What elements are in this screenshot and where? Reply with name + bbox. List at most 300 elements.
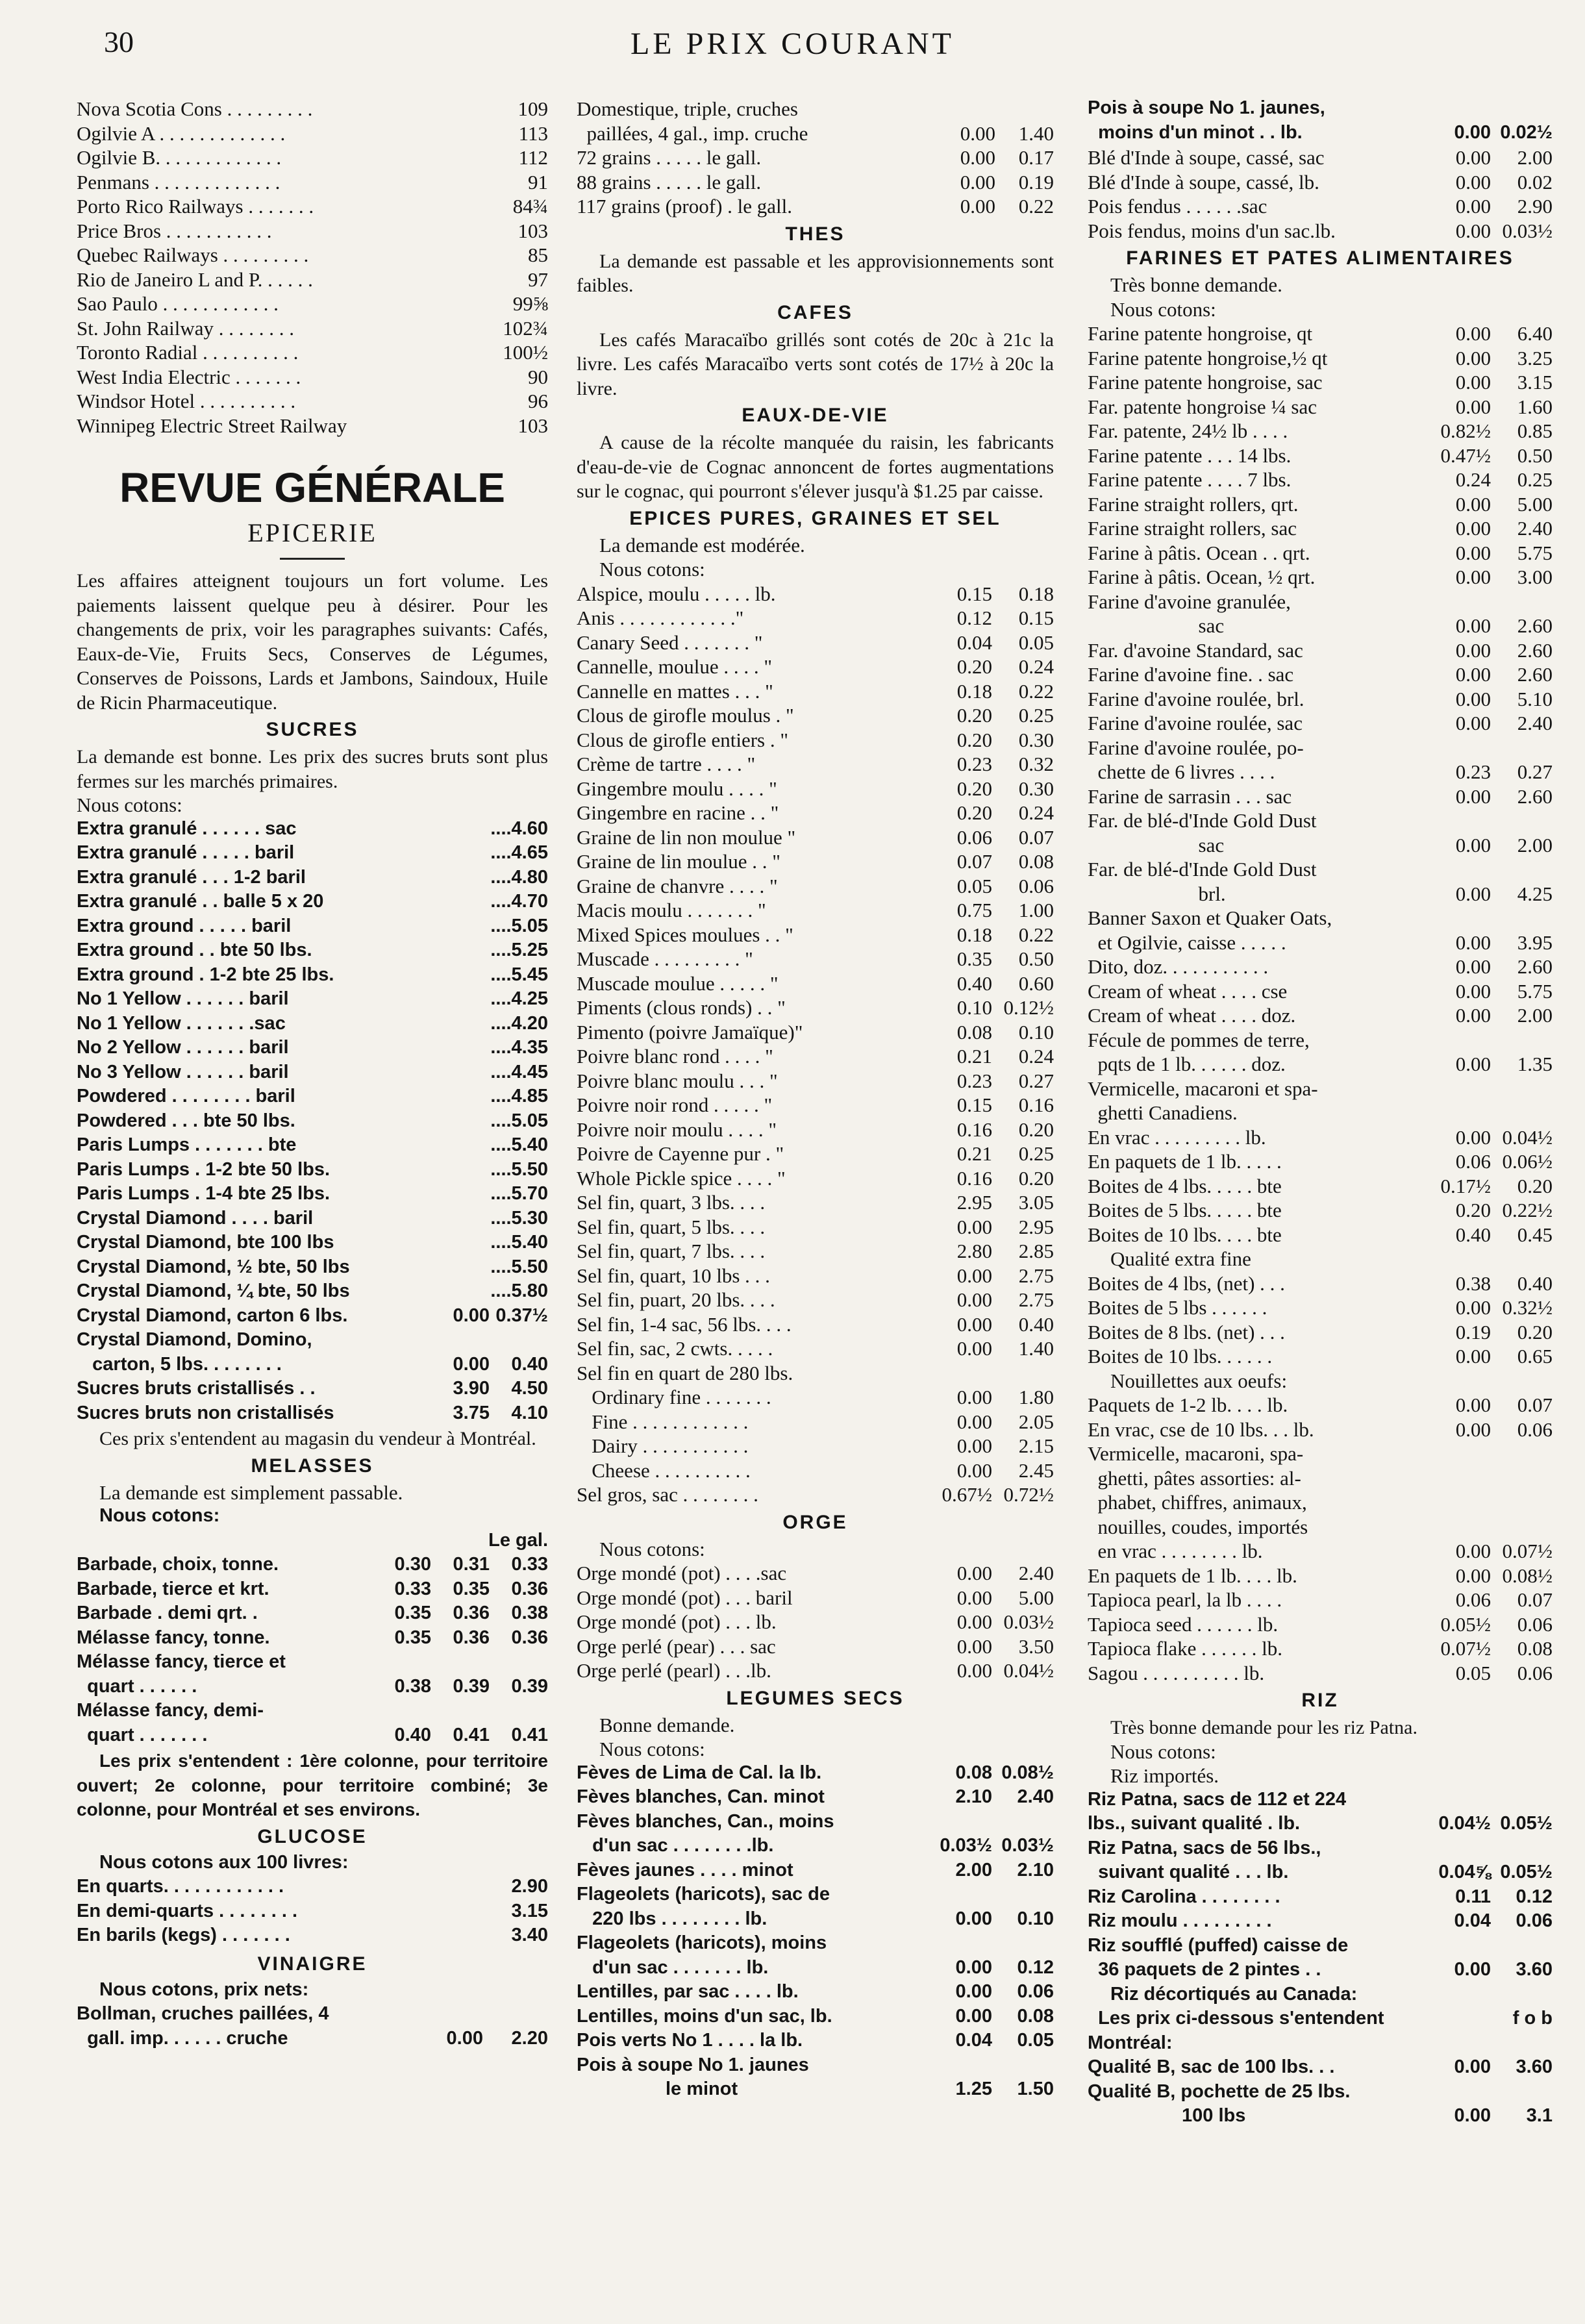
price-value: 0.03½ [940,1835,992,1856]
price-row [577,1093,1054,1118]
price-value: 0.18 [956,679,992,703]
price-row [1088,195,1553,219]
price-row [77,2003,548,2028]
price-row [1088,97,1553,122]
price-row [577,122,1054,147]
price-value: 0.20 [956,728,992,751]
price-row [577,826,1054,851]
price-row [1088,1418,1553,1443]
price-value: 0.06 [1516,1910,1553,1931]
item-description: En paquets de 1 lb. . . . lb. [1088,1564,1297,1587]
price-value: 0.23 [1455,760,1491,783]
price-value: 0.21 [956,1142,992,1165]
price-value: 1.00 [1018,899,1054,921]
price-value: 2.95 [956,1191,992,1214]
price-value: 0.00 [956,1337,992,1360]
price-row [577,1434,1054,1459]
price-row [577,631,1054,656]
item-description: 100 lbs [1088,2105,1246,2126]
price-value: 0.07 [1018,825,1054,849]
price-row [77,1232,548,1256]
price-value: ....5.70 [490,1183,548,1204]
price-row [77,1256,548,1281]
price-value: 0.00 [1455,931,1491,954]
price-value: 2.60 [1517,614,1553,637]
item-description: Paris Lumps . 1-4 bte 25 lbs. [77,1183,331,1204]
price-row [77,414,548,439]
price-value: 0.00 [446,2027,483,2049]
price-row [1088,322,1553,347]
item-description: Sel fin, sac, 2 cwts. . . . . [577,1337,773,1360]
price-row [77,1603,548,1627]
price-value: 3.15 [511,1900,548,1921]
price-value: 0.00 [1455,1393,1491,1416]
price-row [1088,1540,1553,1564]
price-value: 0.06½ [1502,1150,1553,1173]
item-description: Graine de lin non moulue " [577,825,796,849]
price-row [577,1981,1054,2006]
price-value: 0.10 [1017,1908,1054,1929]
price-value: 2.60 [1517,663,1553,686]
price-row [77,97,548,122]
price-value: 0.05 [1018,631,1054,654]
item-description: gall. imp. . . . . . cruche [77,2027,288,2049]
item-description: En demi-quarts . . . . . . . . [77,1900,297,1921]
price-value: 2.00 [1517,1004,1553,1027]
item-description: Fèves de Lima de Cal. la lb. [577,1762,822,1783]
item-description: chette de 6 livres . . . . [1088,760,1275,783]
price-value: 0.75 [956,899,992,921]
price-value: 2.10 [955,1786,992,1807]
price-value: 113 [518,121,548,145]
price-value: 0.00 [1455,1125,1491,1149]
item-description: Pois fendus . . . . . .sac [1088,195,1267,218]
column-right [1088,97,1553,2130]
item-description: Macis moulu . . . . . . . " [577,899,766,921]
item-description: Lentilles, par sac . . . . lb. [577,1981,799,2002]
price-value: 0.24 [1018,655,1054,678]
item-description: Crystal Diamond, carton 6 lbs. [77,1305,348,1326]
text-line: Nous cotons: [77,793,182,816]
price-row [1088,590,1553,615]
item-description: Gingembre en racine . . " [577,801,779,824]
item-description: Orge mondé (pot) . . . .sac [577,1562,787,1584]
price-value: 0.17½ [1440,1174,1491,1197]
text-line: Qualité extra fine [1110,1247,1251,1270]
item-description: En vrac, cse de 10 lbs. . . lb. [1088,1418,1314,1441]
price-row [77,1627,548,1652]
item-description: Cannelle en mattes . . . " [577,679,773,703]
item-description: Flageolets (haricots), moins [577,1932,827,1953]
price-value: 0.67½ [942,1483,992,1506]
price-value: 0.00 [1455,219,1491,242]
price-value: 0.00 [1455,784,1491,808]
price-row [577,1835,1054,1860]
price-value: 5.10 [1517,687,1553,710]
item-description: 220 lbs . . . . . . . . lb. [577,1908,768,1929]
item-description: Barbade, choix, tonne. [77,1554,279,1575]
item-description: Boites de 4 lbs, (net) . . . [1088,1271,1285,1295]
item-description: Domestique, triple, cruches [577,97,798,120]
price-row [1088,1886,1553,1911]
item-description: Crystal Diamond . . . . baril [77,1207,314,1229]
price-value: 0.50 [1018,947,1054,970]
price-value: 0.00 [956,1562,992,1584]
item-description: No 1 Yellow . . . . . . baril [77,988,289,1009]
item-description: Riz Patna, sacs de 112 et 224 [1088,1788,1347,1810]
price-value: 0.40 [1455,1223,1491,1246]
price-row [77,891,548,916]
price-row [1088,1910,1553,1935]
price-row [577,729,1054,753]
price-row [577,1045,1054,1069]
price-value: 0.00 [956,1634,992,1658]
item-description: Fécule de pommes de terre, [1088,1028,1310,1051]
price-row [577,1586,1054,1611]
price-row [1088,493,1553,518]
price-value: 0.07 [1517,1393,1553,1416]
price-row [577,1069,1054,1094]
item-description: Far. patente, 24½ lb . . . . [1088,419,1288,442]
price-value: 0.36 [453,1627,490,1648]
price-value: 0.00 [956,1312,992,1336]
price-value: 0.02 [1517,170,1553,194]
price-value: 0.38 [511,1603,548,1623]
price-row [1088,1101,1553,1126]
price-row [577,1786,1054,1811]
price-row [577,875,1054,899]
item-description: Graine de lin moulue . . " [577,850,780,873]
price-value: 0.00 [1455,541,1491,564]
price-value: 0.37½ [495,1305,548,1326]
price-row [1088,419,1553,444]
item-description: Fine . . . . . . . . . . . . [577,1410,749,1433]
item-description: Cream of wheat . . . . doz. [1088,1004,1296,1027]
price-value: 0.23 [956,1069,992,1092]
item-description: Orge mondé (pot) . . . baril [577,1586,793,1609]
item-description: Farine à pâtis. Ocean, ½ qrt. [1088,566,1316,588]
price-row [1088,171,1553,195]
price-value: 0.06 [1018,874,1054,897]
price-value: 0.15 [1018,606,1054,629]
price-value: 0.35 [394,1627,431,1648]
item-description: Mélasse fancy, tierce et [77,1651,286,1672]
price-value: 0.00 [1455,882,1491,905]
price-row [1088,1223,1553,1248]
price-row [77,244,548,268]
price-row [77,2028,548,2053]
price-value: 0.11 [1455,1886,1491,1907]
price-value: 0.12 [956,606,992,629]
price-row [577,1410,1054,1435]
price-row [577,582,1054,607]
price-value: 3.15 [1517,371,1553,394]
price-row [577,1362,1054,1386]
price-value: 0.33 [394,1578,431,1599]
price-value: ....5.50 [490,1158,548,1180]
price-value: 0.36 [511,1578,548,1599]
price-row [577,923,1054,948]
item-description: No 1 Yellow . . . . . . .sac [77,1012,286,1034]
price-value: 112 [518,146,548,169]
page-header [0,19,1585,71]
page-title: LE PRIX COURANT [630,27,955,61]
price-value: 0.22½ [1502,1199,1553,1221]
item-description: Sel fin, quart, 7 lbs. . . . [577,1240,766,1262]
item-description: Farine straight rollers, sac [1088,517,1297,540]
price-value: 0.06 [1017,1981,1054,2002]
price-value: 0.20 [1455,1199,1491,1221]
item-description: Fèves blanches, Can., moins [577,1810,834,1832]
price-row [1088,1862,1553,1886]
price-row [577,1167,1054,1192]
price-row [1088,1004,1553,1029]
item-description: Mélasse fancy, tonne. [77,1627,270,1648]
section-heading: EPICES PURES, GRAINES ET SEL [629,507,1001,529]
price-value: 0.00 [1455,566,1491,588]
price-row [77,390,548,414]
item-description: Banner Saxon et Quaker Oats, [1088,906,1332,929]
price-row [77,1110,548,1135]
price-value: 0.15 [956,582,992,605]
price-row [577,1908,1054,1933]
item-description: Cream of wheat . . . . cse [1088,979,1288,1003]
price-value: 0.12½ [1003,996,1054,1019]
price-value: 0.00 [955,1981,992,2002]
price-value: 0.07 [956,850,992,873]
price-value: 0.00 [1454,121,1491,143]
price-row [1088,736,1553,761]
item-description: Paquets de 1-2 lb. . . . lb. [1088,1393,1288,1416]
price-value: 0.38 [394,1675,431,1697]
price-value: 0.00 [453,1305,490,1326]
text-line: Montréal: [1088,2032,1173,2053]
item-description: Cannelle, moulue . . . . " [577,655,773,678]
price-row [1088,980,1553,1005]
price-row [77,1925,548,1949]
item-description: Graine de chanvre . . . . " [577,874,778,897]
price-row [1088,1126,1553,1151]
price-row [1088,1053,1553,1077]
text-line: Nous cotons: [599,558,705,581]
section-heading: GLUCOSE [257,1825,368,1847]
price-value: 0.17 [1018,146,1054,169]
price-value: 0.04⅝ [1438,1862,1491,1882]
price-value: 0.07½ [1440,1637,1491,1660]
price-value: 0.45 [1517,1223,1553,1246]
item-description: Fèves jaunes . . . . minot [577,1859,793,1880]
price-value: 2.40 [1517,517,1553,540]
price-value: 2.40 [1018,1562,1054,1584]
price-row [77,317,548,342]
item-description: Gingembre moulu . . . . " [577,777,777,800]
price-row [77,292,548,317]
item-description: Tapioca flake . . . . . . lb. [1088,1637,1282,1660]
item-description: Blé d'Inde à soupe, cassé, sac [1088,146,1325,169]
item-description: Farine d'avoine granulée, [1088,590,1291,613]
price-value: 2.00 [955,1859,992,1880]
price-value: 0.50 [1517,444,1553,467]
price-row [77,1354,548,1379]
price-value: 0.24 [1018,1045,1054,1068]
item-description: Sel fin, 1-4 sac, 56 lbs. . . . [577,1312,792,1336]
item-description: Orge perlé (pearl) . . .lb. [577,1659,771,1682]
item-description: Sucres bruts cristallisés . . [77,1378,316,1399]
price-row [1088,1588,1553,1613]
section-title: REVUE GÉNÉRALE [119,464,505,511]
item-description: Alspice, moulu . . . . . lb. [577,582,776,605]
item-description: quart . . . . . . [77,1675,197,1697]
price-value: 0.04 [956,631,992,654]
item-description: Sel fin, puart, 20 lbs. . . . [577,1288,775,1311]
item-description: Muscade moulue . . . . . " [577,971,779,995]
price-value: 0.16 [956,1166,992,1190]
price-row [1088,785,1553,810]
price-row [1088,663,1553,688]
item-description: Nova Scotia Cons . . . . . . . . . [77,97,313,120]
price-value: ....4.45 [490,1061,548,1082]
price-value: 100½ [503,341,548,364]
item-description: Poivre noir moulu . . . . " [577,1118,777,1141]
price-value: 3.90 [453,1378,490,1399]
price-row [577,899,1054,923]
price-value: 5.75 [1517,979,1553,1003]
item-description: Far. de blé-d'Inde Gold Dust [1088,858,1317,881]
price-row [1088,1296,1553,1321]
section-heading: ORGE [782,1511,848,1533]
price-value: 0.35 [956,947,992,970]
price-row [1088,931,1553,956]
item-description: Crystal Diamond, Domino, [77,1329,312,1350]
price-row [1088,1662,1553,1686]
item-description: Penmans . . . . . . . . . . . . . [77,170,281,194]
price-row [577,1811,1054,1836]
item-description: Sel gros, sac . . . . . . . . [577,1483,758,1506]
price-row [577,1932,1054,1957]
price-value: 0.00 [955,1908,992,1929]
price-row [77,1062,548,1086]
price-value: 0.00 [1455,1540,1491,1562]
price-row [577,1483,1054,1508]
section-heading: FARINES ET PATES ALIMENTAIRES [1126,247,1514,269]
price-value: 0.00 [956,1659,992,1682]
price-value: 5.00 [1018,1586,1054,1609]
item-description: Crème de tartre . . . . " [577,753,756,775]
price-row [77,1651,548,1676]
price-row [577,1562,1054,1586]
price-value: 0.60 [1018,971,1054,995]
text-line: Très bonne demande. [1110,273,1282,296]
item-description: En paquets de 1 lb. . . . . [1088,1150,1282,1173]
price-row [577,996,1054,1021]
price-value: 0.18 [1018,582,1054,605]
price-row [1088,219,1553,244]
price-row [1088,760,1553,785]
price-row [1088,1467,1553,1492]
price-row [577,1635,1054,1660]
item-description: Ordinary fine . . . . . . . [577,1386,771,1408]
price-value: 0.35 [453,1578,490,1599]
price-row [577,1021,1054,1045]
price-row [1088,1516,1553,1540]
price-row [577,1459,1054,1484]
price-row [577,704,1054,729]
price-value: 0.06 [1517,1418,1553,1441]
price-value: 0.32 [1018,753,1054,775]
price-value: 0.82½ [1440,419,1491,442]
price-row [577,1313,1054,1338]
item-description: Dito, doz. . . . . . . . . . . [1088,955,1269,978]
price-row [1088,371,1553,395]
price-value: 2.60 [1517,955,1553,978]
price-row [77,146,548,171]
price-value: 0.32½ [1502,1296,1553,1319]
item-description: brl. [1088,882,1226,905]
item-description: Orge perlé (pear) . . . sac [577,1634,776,1658]
price-row [1088,1442,1553,1467]
price-value: 109 [518,97,548,120]
price-value: 0.00 [1455,395,1491,418]
price-row [77,818,548,843]
item-description: Poivre blanc rond . . . . " [577,1045,773,1068]
price-value: ....5.25 [490,940,548,960]
price-value: 2.10 [1017,1859,1054,1880]
section-heading: CAFES [777,301,853,323]
price-value: 0.00 [1455,1053,1491,1075]
price-value: 1.80 [1018,1386,1054,1408]
price-row [577,777,1054,802]
price-row [1088,1150,1553,1175]
item-description: d'un sac . . . . . . . lb. [577,1956,769,1978]
price-value: ....5.50 [490,1256,548,1277]
item-description: Qualité B, pochette de 25 lbs. [1088,2080,1351,2102]
item-description: Pois à soupe No 1. jaunes, [1088,97,1325,118]
item-description: West India Electric . . . . . . . [77,365,301,388]
item-description: Barbade . demi qrt. . [77,1603,258,1623]
item-description: En quarts. . . . . . . . . . . . [77,1876,284,1897]
price-row [77,1554,548,1579]
item-description: No 2 Yellow . . . . . . baril [77,1037,289,1058]
item-description: Paris Lumps . . . . . . . bte [77,1134,297,1155]
price-row [1088,1077,1553,1102]
price-row [77,195,548,219]
price-value: 0.36 [453,1603,490,1623]
price-value: 0.06 [1517,1612,1553,1636]
price-row [577,1860,1054,1884]
paragraph: Très bonne demande pour les riz Patna. [1110,1717,1417,1738]
price-value: 2.95 [1018,1215,1054,1238]
price-row [1088,1564,1553,1589]
item-description: Qualité B, sac de 100 lbs. . . [1088,2056,1335,2077]
price-value: 0.20 [956,655,992,678]
price-row [1088,1491,1553,1516]
text-line: La demande est simplement passable. [99,1481,403,1504]
item-description: Crystal Diamond, ½ bte, 50 lbs [77,1256,350,1277]
item-description: Pimento (poivre Jamaïque)" [577,1020,803,1043]
price-value: 0.25 [1018,1142,1054,1165]
item-description: Les prix ci-dessous s'entendent [1088,2008,1384,2029]
price-value: 103 [518,219,548,242]
item-description: Cheese . . . . . . . . . . [577,1458,751,1482]
price-row [77,171,548,195]
price-value: 0.40 [1018,1312,1054,1336]
price-value: 2.00 [1517,146,1553,169]
price-value: 2.60 [1517,784,1553,808]
price-value: 0.40 [394,1724,431,1745]
price-row [1088,906,1553,931]
price-value: 0.12 [1516,1886,1553,1907]
item-description: en vrac . . . . . . . . lb. [1088,1540,1263,1562]
